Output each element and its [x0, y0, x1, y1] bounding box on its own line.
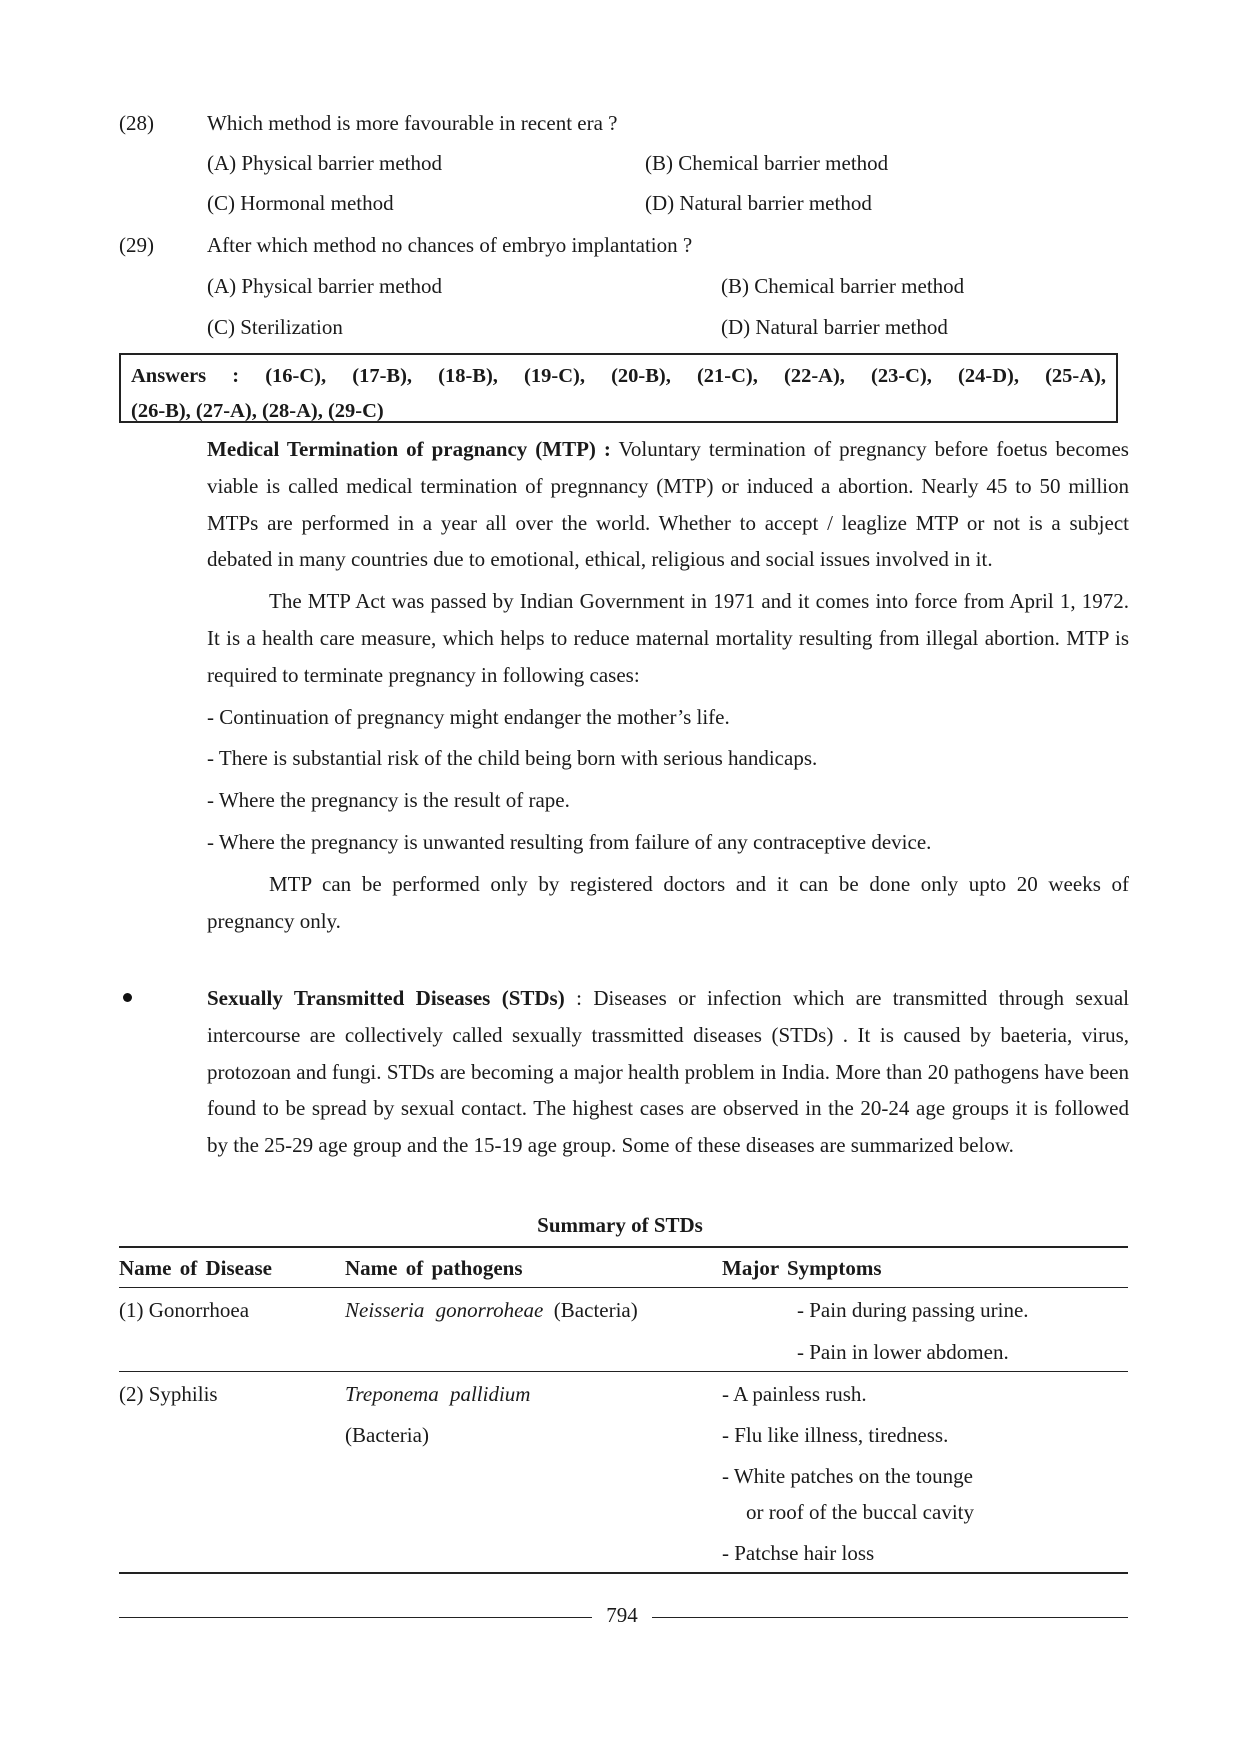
- mtp-case-item: - There is substantial risk of the child being born with serious handicaps.: [207, 746, 818, 771]
- option-c: (C) Sterilization: [207, 315, 343, 339]
- symptom-item: - Flu like illness, tiredness.: [722, 1423, 949, 1447]
- table-cell-pathogen: [345, 1298, 638, 1323]
- column-header-pathogen: Name of pathogens: [345, 1256, 523, 1280]
- option-d: (D) Natural barrier method: [721, 315, 948, 339]
- answers-line-2: (26-B), (27-A), (28-A), (29-C): [131, 400, 384, 422]
- table-row-rule: [119, 1371, 1128, 1372]
- pathogen-type: (Bacteria): [345, 1423, 429, 1447]
- option-a: (A) Physical barrier method: [207, 151, 443, 175]
- question-number: (29): [119, 233, 154, 257]
- mtp-closing-paragraph: MTP can be performed only by registered doctors and it can be done only upto 20 weeks of pregnancy only.: [207, 871, 1129, 933]
- table-bottom-rule: [119, 1572, 1128, 1574]
- symptom-item: - Patchse hair loss: [722, 1541, 875, 1565]
- answers-line-1: Answers : (16-C), (17-B), (18-B), (19-C), (20-B), (21-C), (22-A), (23-C), (24-D), (25-A),: [131, 365, 1106, 387]
- page-number: 794: [606, 1603, 638, 1627]
- option-b: (B) Chemical barrier method: [721, 274, 965, 298]
- std-paragraph: [207, 980, 1129, 1164]
- pathogen-name: Neisseria gonorroheae: [345, 1298, 544, 1322]
- std-text: : Diseases or infection which are transmitted through sexual intercourse are collectively called sexually trassmitted diseases (STDs) . It is caused by baeteria, virus, protozoan and fungi. STDs are becoming a major health problem in India. More than 20 pathogens have been found to be spread by sexual contact. The highest cases are observed in the 20-24 age groups it is followed by the 25-29 age group and the 15-19 age group. Some of these diseases are summarized below.: [207, 986, 1129, 1158]
- table-header-rule: [119, 1287, 1128, 1288]
- symptom-item-continued: or roof of the buccal cavity: [746, 1500, 974, 1524]
- symptom-item: - Pain in lower abdomen.: [797, 1340, 1009, 1364]
- question-text: After which method no chances of embryo implantation ?: [207, 233, 693, 257]
- option-a: (A) Physical barrier method: [207, 274, 443, 298]
- mtp-section: [207, 431, 1129, 939]
- table-title: Summary of STDs: [537, 1213, 703, 1237]
- symptom-item: - A painless rush.: [722, 1382, 867, 1406]
- std-section: [207, 980, 1129, 1164]
- table-cell-disease: (1) Gonorrhoea: [119, 1298, 250, 1322]
- symptom-item: - Pain during passing urine.: [797, 1298, 1029, 1322]
- pathogen-name: Treponema pallidium: [345, 1382, 531, 1406]
- question-text: Which method is more favourable in recent era ?: [207, 111, 618, 135]
- table-top-rule: [119, 1246, 1128, 1248]
- answers-box: [119, 353, 1118, 423]
- footer-rule-right: [652, 1617, 1128, 1618]
- question-number: (28): [119, 111, 154, 135]
- footer-rule-left: [119, 1617, 592, 1618]
- mtp-case-item: - Where the pregnancy is unwanted resulting from failure of any contraceptive device.: [207, 829, 932, 854]
- mtp-case-item: - Continuation of pregnancy might endanger the mother’s life.: [207, 704, 730, 729]
- option-c: (C) Hormonal method: [207, 191, 394, 215]
- mtp-heading: Medical Termination of pragnancy (MTP) :: [207, 437, 611, 461]
- option-d: (D) Natural barrier method: [645, 191, 872, 215]
- mtp-intro-text: Voluntary termination of pregnancy before foetus becomes viable is called medical termination of pregnnancy (MTP) or induced a abortion. Nearly 45 to 50 million MTPs are performed in a year all over the world. Whether to accept / leaglize MTP or not is a subject debated in many countries due to emotional, ethical, religious and social issues involved in it.: [207, 437, 1129, 572]
- column-header-disease: Name of Disease: [119, 1256, 272, 1280]
- bullet-icon: [123, 993, 132, 1002]
- option-b: (B) Chemical barrier method: [645, 151, 889, 175]
- mtp-act-paragraph: The MTP Act was passed by Indian Government in 1971 and it comes into force from April 1, 1972. It is a health care measure, which helps to reduce maternal mortality resulting from illegal abortion. MTP is required to terminate pregnancy in following cases:: [207, 589, 1129, 687]
- symptom-item: - White patches on the tounge: [722, 1464, 973, 1488]
- mtp-case-item: - Where the pregnancy is the result of rape.: [207, 788, 570, 813]
- pathogen-type: (Bacteria): [553, 1298, 638, 1322]
- std-heading: Sexually Transmitted Diseases (STDs): [207, 986, 565, 1010]
- column-header-symptoms: Major Symptoms: [722, 1256, 882, 1280]
- table-cell-disease: (2) Syphilis: [119, 1382, 218, 1406]
- mtp-intro-paragraph: [207, 431, 1129, 578]
